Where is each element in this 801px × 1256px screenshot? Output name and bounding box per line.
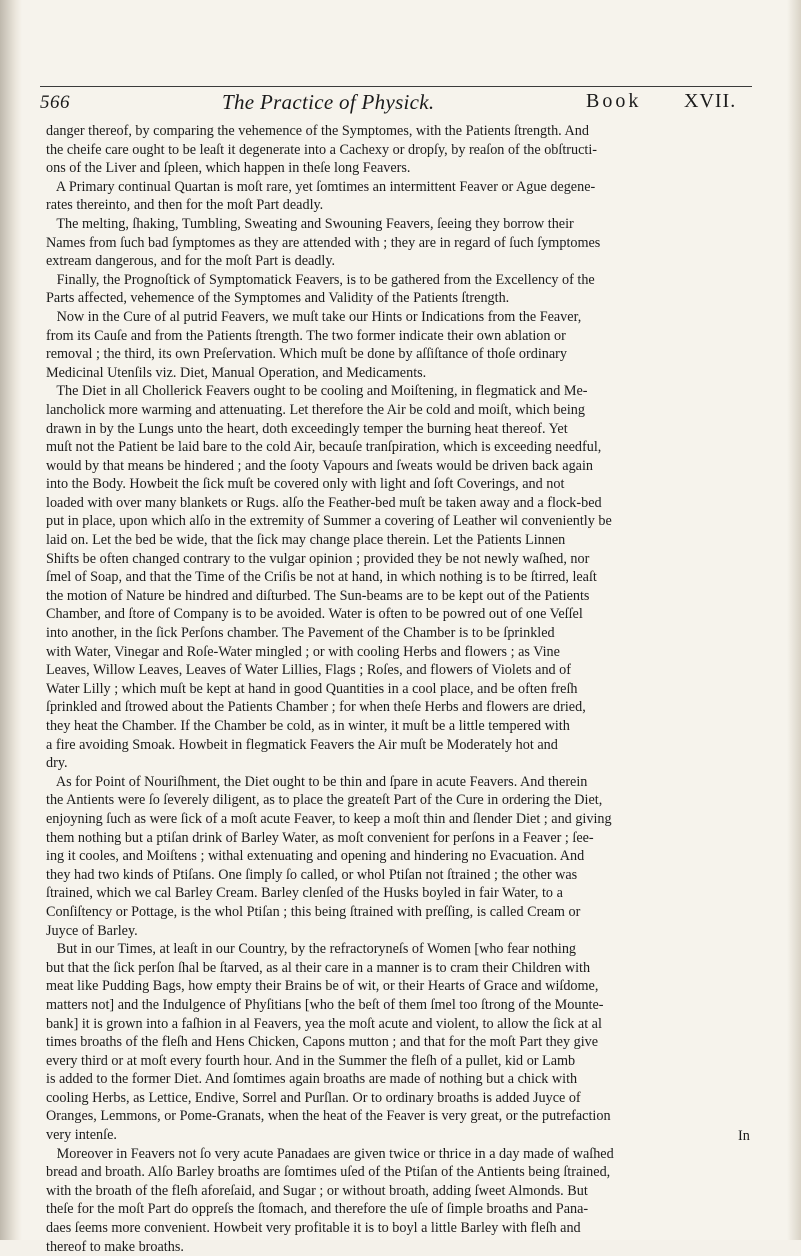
text-line: into the Body. Howbeit the ſick muſt be covered only with light and ſoft Coverings, and not: [46, 476, 565, 493]
text-line: every third or at moſt every fourth hour. And in the Summer the fleſh of a pullet, kid or Lamb: [46, 1052, 576, 1069]
text-line: with Water, Vinegar and Roſe-Water mingled ; or with cooling Herbs and flowers ; as Vine: [46, 643, 560, 660]
text-line: extream dangerous, and for the moſt Part is deadly.: [46, 253, 336, 270]
page-number: 566: [40, 92, 70, 113]
text-line: meat like Pudding Bags, how empty their Brains be of wit, or their Hearts of Grace and wiſdome,: [46, 978, 599, 995]
text-line: but that the ſick perſon ſhal be ſtarved, as al their care in a manner is to cram their Children with: [46, 959, 591, 976]
text-line: thereof to make broaths.: [46, 1238, 184, 1255]
text-line: Leaves, Willow Leaves, Leaves of Water Lillies, Flags ; Roſes, and flowers of Violets and of: [46, 662, 571, 679]
text-line: removal ; the third, its own Preſervation. Which muſt be done by aſſiſtance of thoſe ordinary: [46, 346, 567, 363]
text-line: cooling Herbs, as Lettice, Endive, Sorrel and Purſlan. Or to ordinary broaths is added Juyce of: [46, 1089, 581, 1106]
text-line: Parts affected, vehemence of the Symptomes and Validity of the Patients ſtrength.: [46, 290, 510, 307]
header-rule: [40, 86, 752, 87]
text-line: Water Lilly ; which muſt be kept at hand in good Quantities in a cool place, and be often freſh: [46, 680, 578, 697]
book-number: XVII.: [684, 90, 737, 112]
text-line: into another, in the ſick Perſons chamber. The Pavement of the Chamber is to be ſprinkled: [46, 625, 555, 642]
book-label: Book: [586, 90, 642, 112]
text-line: dry.: [46, 755, 68, 772]
catchword: In: [738, 1128, 750, 1144]
text-line: Chamber, and ſtore of Company is to be avoided. Water is often to be powred out of one Veſſel: [46, 606, 583, 623]
text-line: Juyce of Barley.: [46, 922, 138, 939]
text-line: Conſiſtency or Pottage, is the whol Ptiſan ; this being ſtrained with preſſing, is called Cream or: [46, 903, 581, 920]
text-line: The Diet in all Chollerick Feavers ought to be cooling and Moiſtening, in flegmatick and Me-: [46, 383, 588, 400]
text-line: ſprinkled and ſtrowed about the Patients Chamber ; for when theſe Herbs and flowers are dried,: [46, 699, 586, 716]
text-line: Shifts be often changed contrary to the vulgar opinion ; provided they be not newly waſhed, nor: [46, 550, 590, 567]
text-line: the motion of Nature be hindred and diſturbed. The Sun-beams are to be kept out of the Patients: [46, 587, 590, 604]
text-line: the Antients were ſo ſeverely diligent, as to place the greateſt Part of the Cure in ordering the Diet,: [46, 792, 603, 809]
text-line: matters not] and the Indulgence of Phyſitians [who the beſt of them ſmel too ſtrong of the Mounte-: [46, 996, 604, 1013]
page-edge: [787, 0, 801, 1240]
text-line: very intenſe.: [46, 1127, 117, 1144]
text-line: would by that means be hindered ; and the ſooty Vapours and ſweats would be driven back again: [46, 457, 593, 474]
text-line: they had two kinds of Ptiſans. One ſimply ſo called, or whol Ptiſan not ſtrained ; the other was: [46, 866, 578, 883]
text-line: Finally, the Prognoſtick of Symptomatick Feavers, is to be gathered from the Excellency of the: [46, 271, 595, 288]
text-line: ſmel of Soap, and that the Time of the Criſis be not at hand, in which nothing is to be ſtirred, leaſt: [46, 569, 597, 586]
text-line: enjoyning ſuch as were ſick of a moſt acute Feaver, to keep a moſt thin and ſlender Diet ; and giving: [46, 810, 612, 827]
text-line: they heat the Chamber. If the Chamber be cold, as in winter, it muſt be a little tempered with: [46, 718, 570, 734]
text-line: the cheife care ought to be leaſt it degenerate into a Cachexy or dropſy, by reaſon of the obſtructi-: [46, 141, 597, 158]
text-line: rates thereinto, and then for the moſt Part deadly.: [46, 197, 324, 214]
text-line: Moreover in Feavers not ſo very acute Panadaes are given twice or thrice in a day made of waſhed: [46, 1145, 614, 1162]
body-text: [46, 122, 752, 1256]
text-line: The melting, ſhaking, Tumbling, Sweating and Swouning Feavers, ſeeing they borrow their: [46, 215, 574, 232]
text-line: daes ſeems more convenient. Howbeit very profitable it is to boyl a little Barley with fleſh and: [46, 1220, 581, 1237]
text-line: Now in the Cure of al putrid Feavers, we muſt take our Hints or Indications from the Feaver,: [46, 308, 582, 325]
text-line: Oranges, Lemmons, or Pome-Granats, when the heat of the Feaver is very great, or the putrefaction: [46, 1108, 611, 1125]
text-line: lancholick more warming and attenuating. Let therefore the Air be cold and moiſt, which being: [46, 401, 585, 418]
text-line: But in our Times, at leaſt in our Country, by the refractoryneſs of Women [who fear nothing: [46, 941, 577, 958]
text-line: a fire avoiding Smoak. Howbeit in flegmatick Feavers the Air muſt be Moderately hot and: [46, 736, 558, 753]
running-title: The Practice of Physick.: [222, 90, 435, 114]
text-line: is added to the former Diet. And ſomtimes again broaths are made of nothing but a chick with: [46, 1071, 578, 1088]
text-line: laid on. Let the bed be wide, that the ſick may change place therein. Let the Patients Linnen: [46, 532, 566, 549]
text-line: bread and broath. Alſo Barley broaths are ſomtimes uſed of the Ptiſan of the Antients being ſtrained,: [46, 1164, 611, 1181]
text-line: put in place, upon which alſo in the extremity of Summer a covering of Leather wil conveniently be: [46, 513, 612, 530]
text-line: A Primary continual Quartan is moſt rare, yet ſomtimes an intermittent Feaver or Ague degene-: [46, 178, 596, 195]
text-line: muſt not the Patient be laid bare to the cold Air, becauſe tranſpiration, which is exceeding needful,: [46, 439, 602, 456]
text-line: drawn in by the Lungs unto the heart, doth exceedingly temper the burning heat thereof. Yet: [46, 420, 568, 437]
text-line: theſe for the moſt Part do oppreſs the ſtomach, and therefore the uſe of ſimple broaths and Pana-: [46, 1201, 589, 1218]
text-line: danger thereof, by comparing the vehemence of the Symptomes, with the Patients ſtrength. And: [46, 123, 589, 139]
text-line: ſtrained, which we cal Barley Cream. Barley clenſed of the Husks boyled in fair Water, to a: [46, 885, 563, 902]
text-line: Names from ſuch bad ſymptomes as they are attended with ; they are in regard of ſuch ſymptomes: [46, 234, 601, 251]
text-line: bank] it is grown into a faſhion in al Feavers, yea the moſt acute and violent, to allow the ſick at al: [46, 1015, 602, 1032]
text-line: with the broath of the fleſh aforeſaid, and Sugar ; or without broath, adding ſweet Almonds. But: [46, 1182, 588, 1199]
text-line: loaded with over many blankets or Rugs. alſo the Feather-bed muſt be taken away and a flock-bed: [46, 494, 602, 511]
text-line: times broaths of the fleſh and Hens Chicken, Capons mutton ; and that for the moſt Part they give: [46, 1034, 599, 1051]
text-line: ons of the Liver and ſpleen, which happen in theſe long Feavers.: [46, 160, 411, 177]
text-line: them nothing but a ptiſan drink of Barley Water, as moſt convenient for perſons in a Feaver ; ſee-: [46, 829, 594, 846]
text-line: Medicinal Utenſils viz. Diet, Manual Operation, and Medicaments.: [46, 364, 427, 381]
text-line: As for Point of Nouriſhment, the Diet ought to be thin and ſpare in acute Feavers. And therein: [46, 773, 588, 790]
text-line: from its Cauſe and from the Patients ſtrength. The two former indicate their own ablation or: [46, 327, 566, 344]
spine-shadow: [0, 0, 22, 1240]
text-line: ing it cooles, and Moiſtens ; withal extenuating and opening and hindering no Evacuation. And: [46, 848, 585, 865]
